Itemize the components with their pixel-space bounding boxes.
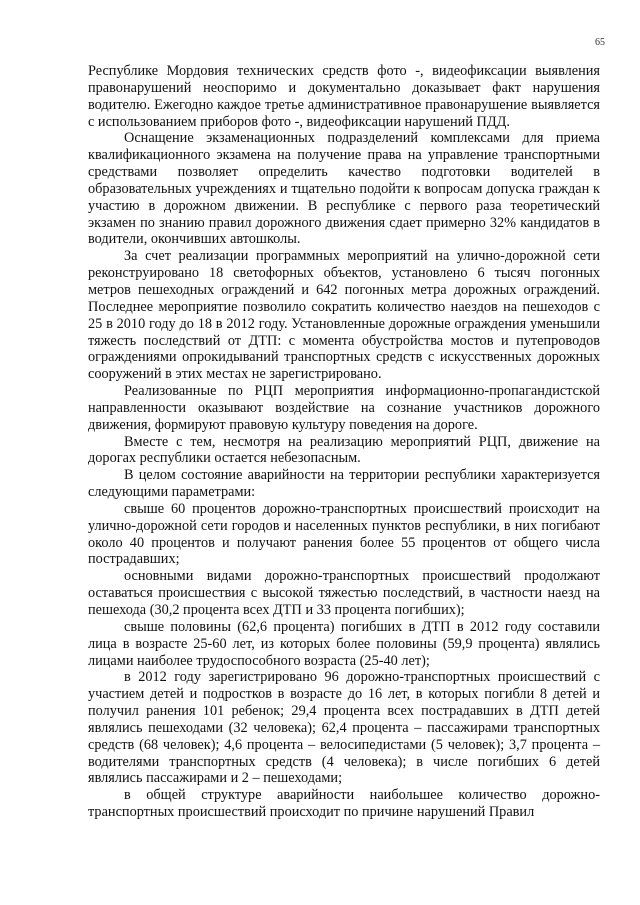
page-number: 65 (595, 37, 605, 48)
paragraph-accident-parameters: В целом состояние аварийности на территории республики характеризуется следующими параметрами: (88, 467, 600, 501)
list-item-rule-violations: в общей структуре аварийности наибольшее количество дорожно-транспортных происшествий происходит по причине нарушений Правил (88, 787, 600, 821)
list-item-working-age-deaths: свыше половины (62,6 процента) погибших в ДТП в 2012 году составили лица в возрасте 25-60 лет, из которых более половины (59,9 процента) являлись лицами наиболее трудоспособного возраста (25-40 лет); (88, 618, 600, 669)
paragraph-continuation: Республике Мордовия технических средств фото -, видеофиксации выявления правонарушений неоспоримо и документально доказывает факт нарушения водителю. Ежегодно каждое третье административное правонарушение выявляется с использованием приборов фото -, видеофиксации нарушений ПДД. (88, 63, 600, 130)
list-item-urban-accidents: свыше 60 процентов дорожно-транспортных происшествий происходит на улично-дорожной сети городов и населенных пунктов республики, в них погибают около 40 процентов и получают ранения более 55 процентов от общего числа пострадавших; (88, 500, 600, 568)
paragraph-exam-equipment: Оснащение экзаменационных подразделений комплексами для приема квалификационного экзамена на получение права на управление транспортными средствами позволяет определить качество подготовки водителей в образовательных учреждениях и тщательно подойти к вопросам допуска граждан к участию в дорожном движении. В республике с первого раза теоретический экзамен по знанию правил дорожного движения сдает примерно 32% кандидатов в водители, окончивших автошколы. (88, 130, 600, 248)
document-body (88, 63, 600, 821)
list-item-child-accidents: в 2012 году зарегистрировано 96 дорожно-транспортных происшествий с участием детей и подростков в возрасте до 16 лет, в которых погибли 8 детей и получил ранения 101 ребенок; 29,4 процента всех пострадавших в ДТП детей являлись пешеходами (32 человека); 62,4 процента – пассажирами транспортных средств (68 человек); 4,6 процента – велосипедистами (5 человек); 3,7 процента – водителями транспортных средств (4 человека); в числе погибших 6 детей являлись пассажирами и 2 – пешеходами; (88, 669, 600, 787)
paragraph-information-campaign: Реализованные по РЦП мероприятия информационно-пропагандистской направленности оказывают воздействие на сознание участников дорожного движения, формируют правовую культуру поведения на дороге. (88, 383, 600, 433)
paragraph-road-infrastructure: За счет реализации программных мероприятий на улично-дорожной сети реконструировано 18 светофорных объектов, установлено 6 тысяч погонных метров пешеходных ограждений и 642 погонных метра дорожных ограждений. Последнее мероприятие позволило сократить количество наездов на пешеходов с 25 в 2010 году до 18 в 2012 году. Установленные дорожные ограждения уменьшили тяжесть последствий от ДТП: с момента обустройства мостов и путепроводов ограждениями опрокидываний транспортных средств с искусственных дорожных сооружений в этих местах не зарегистрировано. (88, 248, 600, 383)
paragraph-roads-unsafe: Вместе с тем, несмотря на реализацию мероприятий РЦП, движение на дорогах республики остается небезопасным. (88, 433, 600, 467)
list-item-pedestrian-accidents: основными видами дорожно-транспортных происшествий продолжают оставаться происшествия с высокой тяжестью последствий, в частности наезд на пешехода (30,2 процента всех ДТП и 33 процента погибших); (88, 568, 600, 618)
